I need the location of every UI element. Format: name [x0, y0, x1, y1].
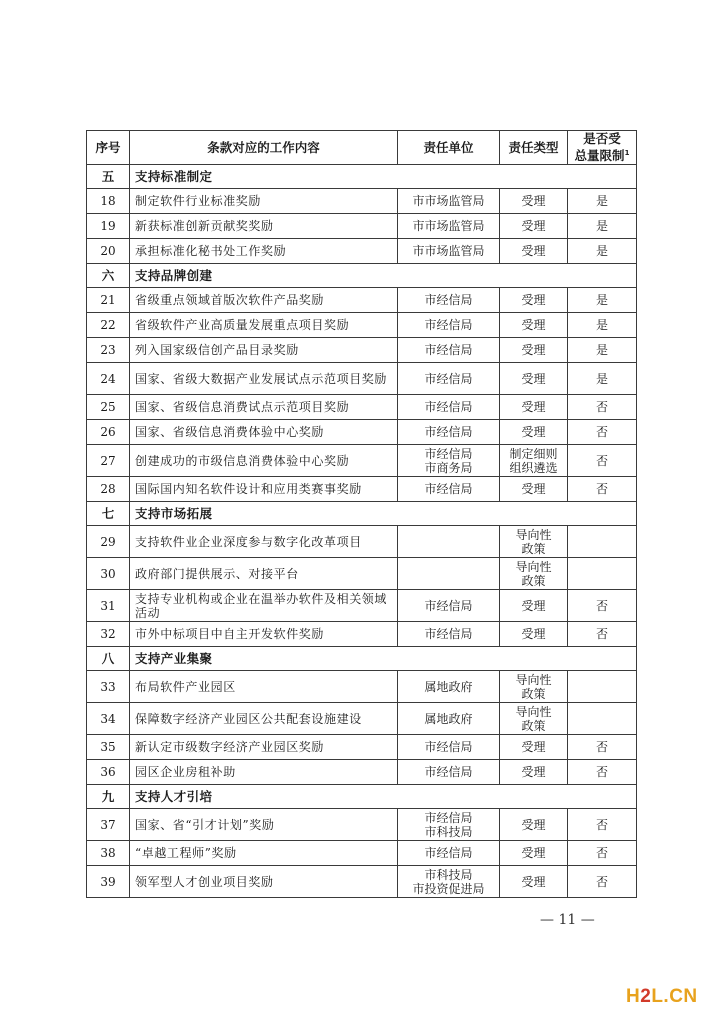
type-line: 政策 — [521, 573, 546, 588]
row-number: 28 — [87, 477, 130, 502]
section-number: 五 — [87, 165, 130, 189]
row-content: 市外中标项目中自主开发软件奖励 — [130, 622, 398, 647]
row-type — [500, 735, 568, 760]
section-title: 支持产业集聚 — [130, 647, 637, 671]
row-content: 领军型人才创业项目奖励 — [130, 866, 398, 898]
row-type — [500, 809, 568, 841]
row-limit: 否 — [568, 735, 637, 760]
unit-line: 市科技局 — [424, 824, 473, 839]
row-number: 19 — [87, 214, 130, 239]
table-row — [87, 338, 637, 363]
type-line: 受理 — [521, 740, 546, 754]
row-content: 国际国内知名软件设计和应用类赛事奖励 — [130, 477, 398, 502]
table-row — [87, 395, 637, 420]
row-content: 创建成功的市级信息消费体验中心奖励 — [130, 445, 398, 477]
unit-line: 市经信局 — [424, 846, 473, 860]
type-line: 导向性 — [515, 527, 552, 542]
row-unit — [398, 809, 500, 841]
row-content: 省级软件产业高质量发展重点项目奖励 — [130, 313, 398, 338]
row-number: 31 — [87, 590, 130, 622]
row-content: 国家、省级大数据产业发展试点示范项目奖励 — [130, 363, 398, 395]
row-number: 18 — [87, 189, 130, 214]
unit-line: 市市场监管局 — [412, 219, 485, 233]
table-row — [87, 288, 637, 313]
row-content: 新获标准创新贡献奖奖励 — [130, 214, 398, 239]
unit-line: 市经信局 — [424, 318, 473, 332]
table-row — [87, 420, 637, 445]
table-row — [87, 313, 637, 338]
table-row — [87, 214, 637, 239]
section-title: 支持品牌创建 — [130, 264, 637, 288]
row-limit: 是 — [568, 239, 637, 264]
row-number: 25 — [87, 395, 130, 420]
row-content: 制定软件行业标准奖励 — [130, 189, 398, 214]
row-unit — [398, 841, 500, 866]
row-content: 国家、省级信息消费体验中心奖励 — [130, 420, 398, 445]
type-line: 受理 — [521, 627, 546, 641]
row-content: 新认定市级数字经济产业园区奖励 — [130, 735, 398, 760]
table-header-row — [87, 131, 637, 165]
row-unit — [398, 622, 500, 647]
row-number: 29 — [87, 526, 130, 558]
row-limit — [568, 671, 637, 703]
page-number: — 11 — — [540, 912, 595, 928]
row-unit — [398, 189, 500, 214]
row-unit — [398, 420, 500, 445]
type-line: 受理 — [521, 244, 546, 258]
table-row — [87, 841, 637, 866]
row-unit — [398, 395, 500, 420]
row-unit — [398, 866, 500, 898]
row-unit — [398, 214, 500, 239]
row-limit: 否 — [568, 866, 637, 898]
row-content: 保障数字经济产业园区公共配套设施建设 — [130, 703, 398, 735]
footnote-marker: 1 — [624, 148, 630, 157]
row-limit: 否 — [568, 477, 637, 502]
row-type — [500, 558, 568, 590]
row-unit — [398, 288, 500, 313]
table-row — [87, 622, 637, 647]
unit-line: 市经信局 — [424, 425, 473, 439]
row-limit: 否 — [568, 760, 637, 785]
row-unit — [398, 313, 500, 338]
type-line: 组织遴选 — [509, 460, 558, 475]
row-type — [500, 288, 568, 313]
type-line: 政策 — [521, 686, 546, 701]
row-number: 38 — [87, 841, 130, 866]
row-number: 26 — [87, 420, 130, 445]
table-row — [87, 445, 637, 477]
row-limit: 否 — [568, 420, 637, 445]
row-number: 34 — [87, 703, 130, 735]
type-line: 受理 — [521, 598, 546, 613]
row-type — [500, 189, 568, 214]
watermark-part3: L — [651, 986, 664, 1007]
row-type — [500, 590, 568, 622]
row-limit — [568, 703, 637, 735]
row-limit: 是 — [568, 338, 637, 363]
table-row — [87, 866, 637, 898]
row-type — [500, 420, 568, 445]
type-line: 政策 — [521, 541, 546, 556]
row-type — [500, 477, 568, 502]
table-row — [87, 590, 637, 622]
row-content: “卓越工程师”奖励 — [130, 841, 398, 866]
row-unit — [398, 338, 500, 363]
type-line: 受理 — [521, 318, 546, 332]
section-number: 九 — [87, 785, 130, 809]
row-limit: 否 — [568, 590, 637, 622]
row-number: 36 — [87, 760, 130, 785]
section-row — [87, 647, 637, 671]
table-row — [87, 760, 637, 785]
unit-line: 市商务局 — [424, 460, 473, 475]
type-line: 受理 — [521, 400, 546, 414]
row-unit — [398, 477, 500, 502]
unit-line: 市市场监管局 — [412, 244, 485, 258]
type-line: 受理 — [521, 343, 546, 357]
type-line: 受理 — [521, 765, 546, 779]
table-row — [87, 239, 637, 264]
row-type — [500, 445, 568, 477]
type-line: 受理 — [521, 846, 546, 860]
row-number: 33 — [87, 671, 130, 703]
row-number: 21 — [87, 288, 130, 313]
row-type — [500, 671, 568, 703]
row-type — [500, 239, 568, 264]
row-number: 32 — [87, 622, 130, 647]
unit-line: 市市场监管局 — [412, 194, 485, 208]
watermark-part4: .CN — [663, 986, 698, 1007]
row-content: 支持软件业企业深度参与数字化改革项目 — [130, 526, 398, 558]
row-type — [500, 338, 568, 363]
row-content: 支持专业机构或企业在温举办软件及相关领域活动 — [130, 590, 398, 622]
table-row — [87, 735, 637, 760]
unit-line: 市经信局 — [424, 810, 473, 825]
row-number: 23 — [87, 338, 130, 363]
row-type — [500, 841, 568, 866]
table-row — [87, 189, 637, 214]
table-row — [87, 809, 637, 841]
section-row — [87, 165, 637, 189]
row-unit — [398, 445, 500, 477]
row-unit — [398, 239, 500, 264]
row-number: 35 — [87, 735, 130, 760]
section-title: 支持人才引培 — [130, 785, 637, 809]
row-unit — [398, 526, 500, 558]
row-limit: 否 — [568, 841, 637, 866]
row-unit — [398, 558, 500, 590]
type-line: 受理 — [521, 482, 546, 496]
row-type — [500, 363, 568, 395]
section-row — [87, 785, 637, 809]
section-number: 六 — [87, 264, 130, 288]
header-limit-line2: 总量限制 — [574, 148, 625, 164]
watermark-part1: H — [626, 986, 641, 1007]
unit-line: 市经信局 — [424, 740, 473, 754]
row-limit — [568, 558, 637, 590]
row-limit: 否 — [568, 622, 637, 647]
type-line: 受理 — [521, 219, 546, 233]
table-row — [87, 477, 637, 502]
row-type — [500, 313, 568, 338]
row-content: 园区企业房租补助 — [130, 760, 398, 785]
row-unit — [398, 703, 500, 735]
row-content: 布局软件产业园区 — [130, 671, 398, 703]
unit-line: 市经信局 — [424, 343, 473, 357]
row-type — [500, 866, 568, 898]
row-unit — [398, 735, 500, 760]
watermark-part2: 2 — [640, 986, 652, 1007]
row-number: 37 — [87, 809, 130, 841]
table-row — [87, 558, 637, 590]
row-limit: 是 — [568, 363, 637, 395]
row-unit — [398, 671, 500, 703]
unit-line: 市经信局 — [424, 371, 473, 386]
row-content: 国家、省级信息消费试点示范项目奖励 — [130, 395, 398, 420]
row-limit: 是 — [568, 313, 637, 338]
header-unit: 责任单位 — [398, 131, 500, 165]
row-type — [500, 214, 568, 239]
header-limit-line2-wrap — [568, 146, 636, 163]
unit-line: 市经信局 — [424, 400, 473, 414]
policy-table — [86, 130, 637, 898]
type-line: 制定细则 — [509, 446, 558, 461]
section-number: 七 — [87, 502, 130, 526]
row-limit: 否 — [568, 809, 637, 841]
table-row — [87, 526, 637, 558]
unit-line: 市经信局 — [424, 446, 473, 461]
section-row — [87, 502, 637, 526]
row-content: 国家、省“引才计划”奖励 — [130, 809, 398, 841]
section-number: 八 — [87, 647, 130, 671]
row-unit — [398, 363, 500, 395]
type-line: 受理 — [521, 425, 546, 439]
row-type — [500, 703, 568, 735]
row-limit: 是 — [568, 189, 637, 214]
type-line: 受理 — [521, 874, 546, 889]
row-number: 30 — [87, 558, 130, 590]
row-number: 20 — [87, 239, 130, 264]
row-limit: 否 — [568, 445, 637, 477]
row-number: 27 — [87, 445, 130, 477]
unit-line: 市经信局 — [424, 482, 473, 496]
unit-line: 市科技局 — [424, 867, 473, 882]
row-number: 22 — [87, 313, 130, 338]
header-no: 序号 — [87, 131, 130, 165]
type-line: 受理 — [521, 293, 546, 307]
header-limit — [568, 131, 637, 165]
type-line: 政策 — [521, 718, 546, 733]
section-title: 支持市场拓展 — [130, 502, 637, 526]
table-row — [87, 671, 637, 703]
unit-line: 市经信局 — [424, 627, 473, 641]
row-limit: 是 — [568, 288, 637, 313]
row-type — [500, 526, 568, 558]
unit-line: 属地政府 — [424, 679, 473, 694]
row-unit — [398, 760, 500, 785]
section-title: 支持标准制定 — [130, 165, 637, 189]
row-limit: 是 — [568, 214, 637, 239]
type-line: 受理 — [521, 371, 546, 386]
row-content: 省级重点领域首版次软件产品奖励 — [130, 288, 398, 313]
type-line: 受理 — [521, 194, 546, 208]
row-type — [500, 760, 568, 785]
header-limit-line1: 是否受 — [583, 130, 621, 146]
row-limit: 否 — [568, 395, 637, 420]
site-watermark — [626, 986, 698, 1008]
type-line: 导向性 — [515, 704, 552, 719]
type-line: 受理 — [521, 817, 546, 832]
table-row — [87, 363, 637, 395]
header-type: 责任类型 — [500, 131, 568, 165]
policy-table-container — [86, 130, 636, 898]
row-type — [500, 622, 568, 647]
header-content: 条款对应的工作内容 — [130, 131, 398, 165]
row-content: 列入国家级信创产品目录奖励 — [130, 338, 398, 363]
table-row — [87, 703, 637, 735]
row-number: 39 — [87, 866, 130, 898]
row-unit — [398, 590, 500, 622]
type-line: 导向性 — [515, 672, 552, 687]
section-row — [87, 264, 637, 288]
row-type — [500, 395, 568, 420]
unit-line: 市经信局 — [424, 765, 473, 779]
table-body — [87, 165, 637, 898]
row-content: 政府部门提供展示、对接平台 — [130, 558, 398, 590]
row-number: 24 — [87, 363, 130, 395]
row-content: 承担标准化秘书处工作奖励 — [130, 239, 398, 264]
row-limit — [568, 526, 637, 558]
unit-line: 市经信局 — [424, 293, 473, 307]
type-line: 导向性 — [515, 559, 552, 574]
unit-line: 市经信局 — [424, 598, 473, 613]
unit-line: 属地政府 — [424, 711, 473, 726]
unit-line: 市投资促进局 — [412, 881, 485, 896]
